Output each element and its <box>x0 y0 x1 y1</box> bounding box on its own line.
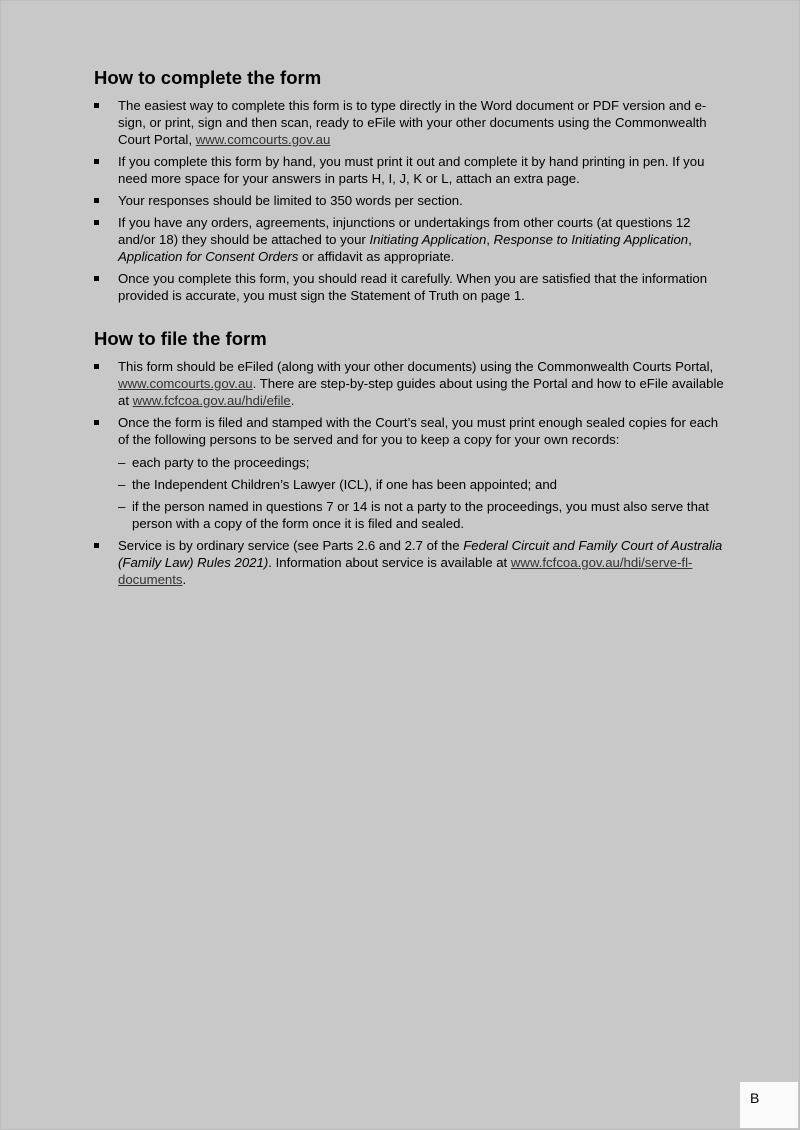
form-name-initiating-application: Initiating Application <box>369 232 487 247</box>
item-text: Once the form is filed and stamped with the Court’s seal, you must print enough sealed copies for each of the following persons to be served and for you to keep a copy for your own records: <box>118 415 719 447</box>
rules-name: Federal Circuit and Family Court of Australia (Family Law) Rules 2021) <box>118 538 723 570</box>
list-item <box>94 192 726 209</box>
dash-bullet-icon: – <box>118 499 126 514</box>
item-text: , <box>486 232 494 247</box>
form-name-response: Response to Initiating Application <box>493 232 689 247</box>
square-bullet-icon <box>94 364 99 369</box>
item-text: Service is by ordinary service (see Parts 2.6 and 2.7 of the <box>118 538 464 553</box>
sub-list-item <box>118 476 726 493</box>
item-text: The easiest way to complete this form is to type directly in the Word document or PDF version and e-sign, or print, sign and then scan, ready to eFile with your other documents using the Commonwealth Court Portal, <box>118 98 707 147</box>
comcourts-link[interactable]: www.comcourts.gov.au <box>195 132 331 147</box>
list-item <box>94 214 726 265</box>
square-bullet-icon <box>94 276 99 281</box>
section-heading-file: How to file the form <box>94 328 267 349</box>
item-text: . Information about service is available at <box>268 555 511 570</box>
instructions-content <box>94 67 726 593</box>
page-letter: B <box>750 1090 760 1106</box>
item-text: . <box>182 572 187 587</box>
item-text: , <box>688 232 692 247</box>
serve-documents-link[interactable]: www.fcfcoa.gov.au/hdi/serve-fl-documents <box>118 555 693 587</box>
item-text: . <box>290 393 295 408</box>
square-bullet-icon <box>94 198 99 203</box>
sub-list-item <box>118 498 726 532</box>
complete-instructions-list <box>94 97 726 304</box>
dash-bullet-icon: – <box>118 455 126 470</box>
item-text: If you complete this form by hand, you must print it out and complete it by hand printing in pen. If you need more space for your answers in parts H, I, J, K or L, attach an extra page. <box>118 154 705 186</box>
section-heading-complete: How to complete the form <box>94 67 322 88</box>
item-text: This form should be eFiled (along with your other documents) using the Commonwealth Courts Portal, <box>118 359 714 374</box>
item-text: If you have any orders, agreements, injunctions or undertakings from other courts (at questions 12 and/or 18) they should be attached to your <box>118 215 691 247</box>
sub-item-text: each party to the proceedings; <box>132 455 310 470</box>
sub-item-text: the Independent Children’s Lawyer (ICL), if one has been appointed; and <box>132 477 557 492</box>
list-item <box>94 414 726 532</box>
square-bullet-icon <box>94 220 99 225</box>
list-item <box>94 97 726 148</box>
efile-guide-link[interactable]: www.fcfcoa.gov.au/hdi/efile <box>132 393 291 408</box>
sub-item-text: if the person named in questions 7 or 14 is not a party to the proceedings, you must also serve that person with a copy of the form once it is filed and sealed. <box>132 499 709 531</box>
square-bullet-icon <box>94 103 99 108</box>
form-name-consent-orders: Application for Consent Orders <box>118 249 299 264</box>
item-text: or affidavit as appropriate. <box>298 249 455 264</box>
sub-list-item <box>118 454 726 471</box>
list-item <box>94 358 726 409</box>
list-item <box>94 153 726 187</box>
square-bullet-icon <box>94 420 99 425</box>
square-bullet-icon <box>94 159 99 164</box>
list-item <box>94 270 726 304</box>
page-letter-box <box>740 1082 798 1128</box>
comcourts-link[interactable]: www.comcourts.gov.au <box>118 376 253 391</box>
item-text: Once you complete this form, you should read it carefully. When you are satisfied that the information provided is accurate, you must sign the Statement of Truth on page 1. <box>118 271 708 303</box>
item-text: Your responses should be limited to 350 words per section. <box>118 193 463 208</box>
list-item <box>94 537 726 588</box>
dash-bullet-icon: – <box>118 477 126 492</box>
persons-to-serve-list <box>118 454 726 532</box>
item-text: . There are step-by-step guides about using the Portal and how to eFile available at <box>118 376 724 408</box>
file-instructions-list <box>94 358 726 588</box>
square-bullet-icon <box>94 543 99 548</box>
